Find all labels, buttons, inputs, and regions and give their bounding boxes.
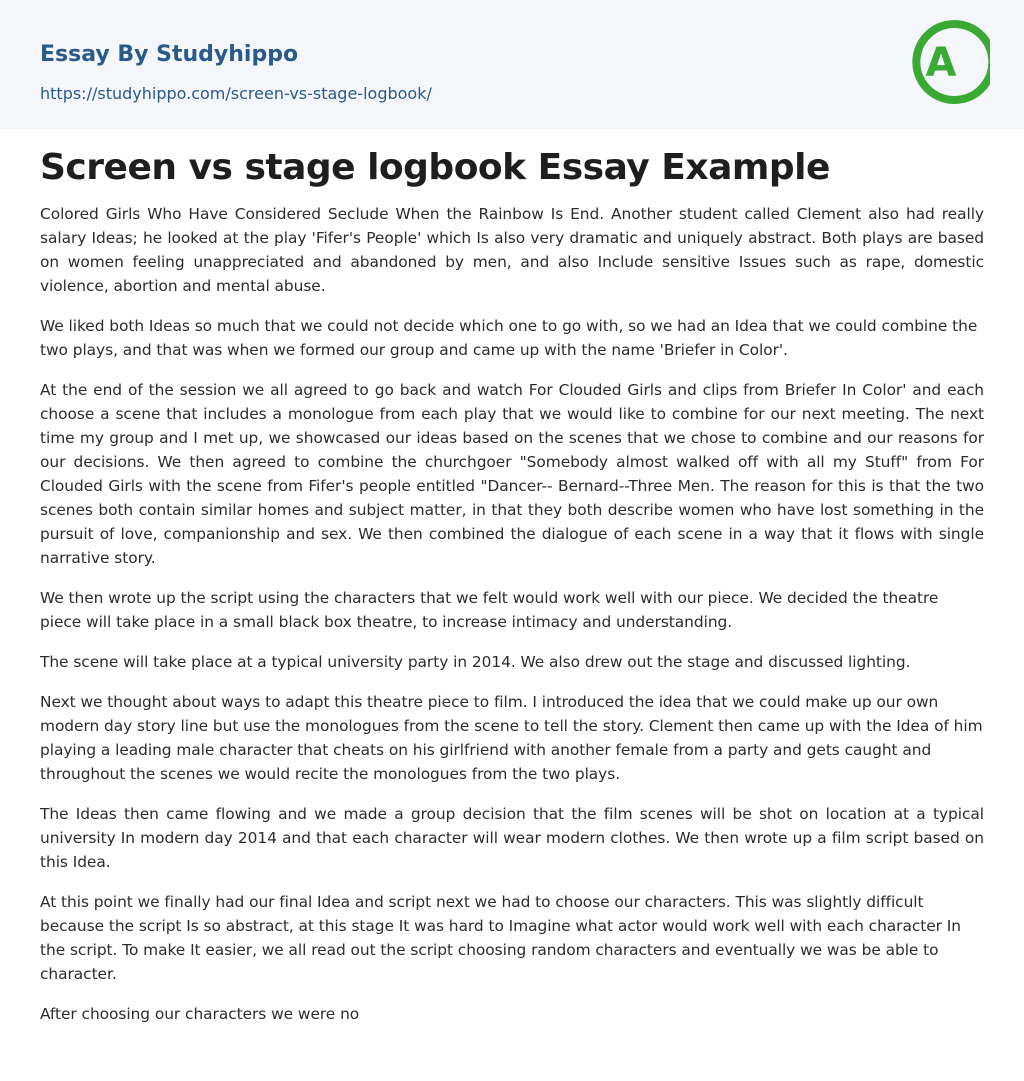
paragraph-8: At this point we finally had our final Idea and script next we had to choose our characters. This was slightly difficult because the script Is so abstract, at this stage It was hard to Imagine what actor would work well with each character In the script. To make It easier, we all read out the script choosing random characters and eventually we was be able to character.	[40, 893, 961, 983]
article	[40, 140, 984, 1026]
paragraph-4: We then wrote up the script using the characters that we felt would work well with our piece. We decided the theatre piece will take place in a small black box theatre, to increase intimacy and understanding.	[40, 589, 939, 631]
paragraph-5: The scene will take place at a typical university party in 2014. We also drew out the stage and discussed lighting.	[40, 653, 911, 671]
logo-letter: A	[925, 40, 957, 86]
paragraph-2: We liked both Ideas so much that we could not decide which one to go with, so we had an Idea that we could combine the two plays, and that was when we formed our group and came up with the name 'Briefer in Color'.	[40, 317, 978, 359]
paragraph-6: Next we thought about ways to adapt this theatre piece to film. I introduced the idea that we could make up our own modern day story line but use the monologues from the scene to tell the story. Clement then came up with the Idea of him playing a leading male character that cheats on his girlfriend with another female from a party and gets caught and throughout the scenes we would recite the monologues from the two plays.	[40, 693, 983, 783]
paragraph-9: After choosing our characters we were no	[40, 1005, 360, 1023]
paragraph-7: The Ideas then came flowing and we made a group decision that the film scenes will be shot on location at a typical university In modern day 2014 and that each character will wear modern clothes. We then wrote up a film script based on this Idea.	[40, 805, 984, 871]
article-title: Screen vs stage logbook Essay Example	[40, 147, 830, 188]
studyhippo-logo-icon[interactable]	[900, 17, 990, 107]
site-title[interactable]: Essay By Studyhippo	[40, 42, 299, 67]
paragraph-1: Colored Girls Who Have Considered Seclude When the Rainbow Is End. Another student called Clement also had really salary Ideas; he looked at the play 'Fifer's People' which Is also very dramatic and uniquely abstract. Both plays are based on women feeling unappreciated and abandoned by men, and also Include sensitive Issues such as rape, domestic violence, abortion and mental abuse.	[40, 205, 984, 295]
paragraph-3: At the end of the session we all agreed to go back and watch For Clouded Girls and clips from Briefer In Color' and each choose a scene that includes a monologue from each play that we would like to combine for our next meeting. The next time my group and I met up, we showcased our ideas based on the scenes that we chose to combine and our reasons for our decisions. We then agreed to combine the churchgoer "Somebody almost walked off with all my Stuff" from For Clouded Girls with the scene from Fifer's people entitled "Dancer-- Bernard--Three Men. The reason for this is that the two scenes both contain similar homes and subject matter, in that they both describe women who have lost something in the pursuit of love, companionship and sex. We then combined the dialogue of each scene in a way that it flows with single narrative story.	[40, 381, 984, 567]
site-header	[0, 0, 1024, 129]
source-url-link[interactable]: https://studyhippo.com/screen-vs-stage-logbook/	[40, 84, 432, 103]
